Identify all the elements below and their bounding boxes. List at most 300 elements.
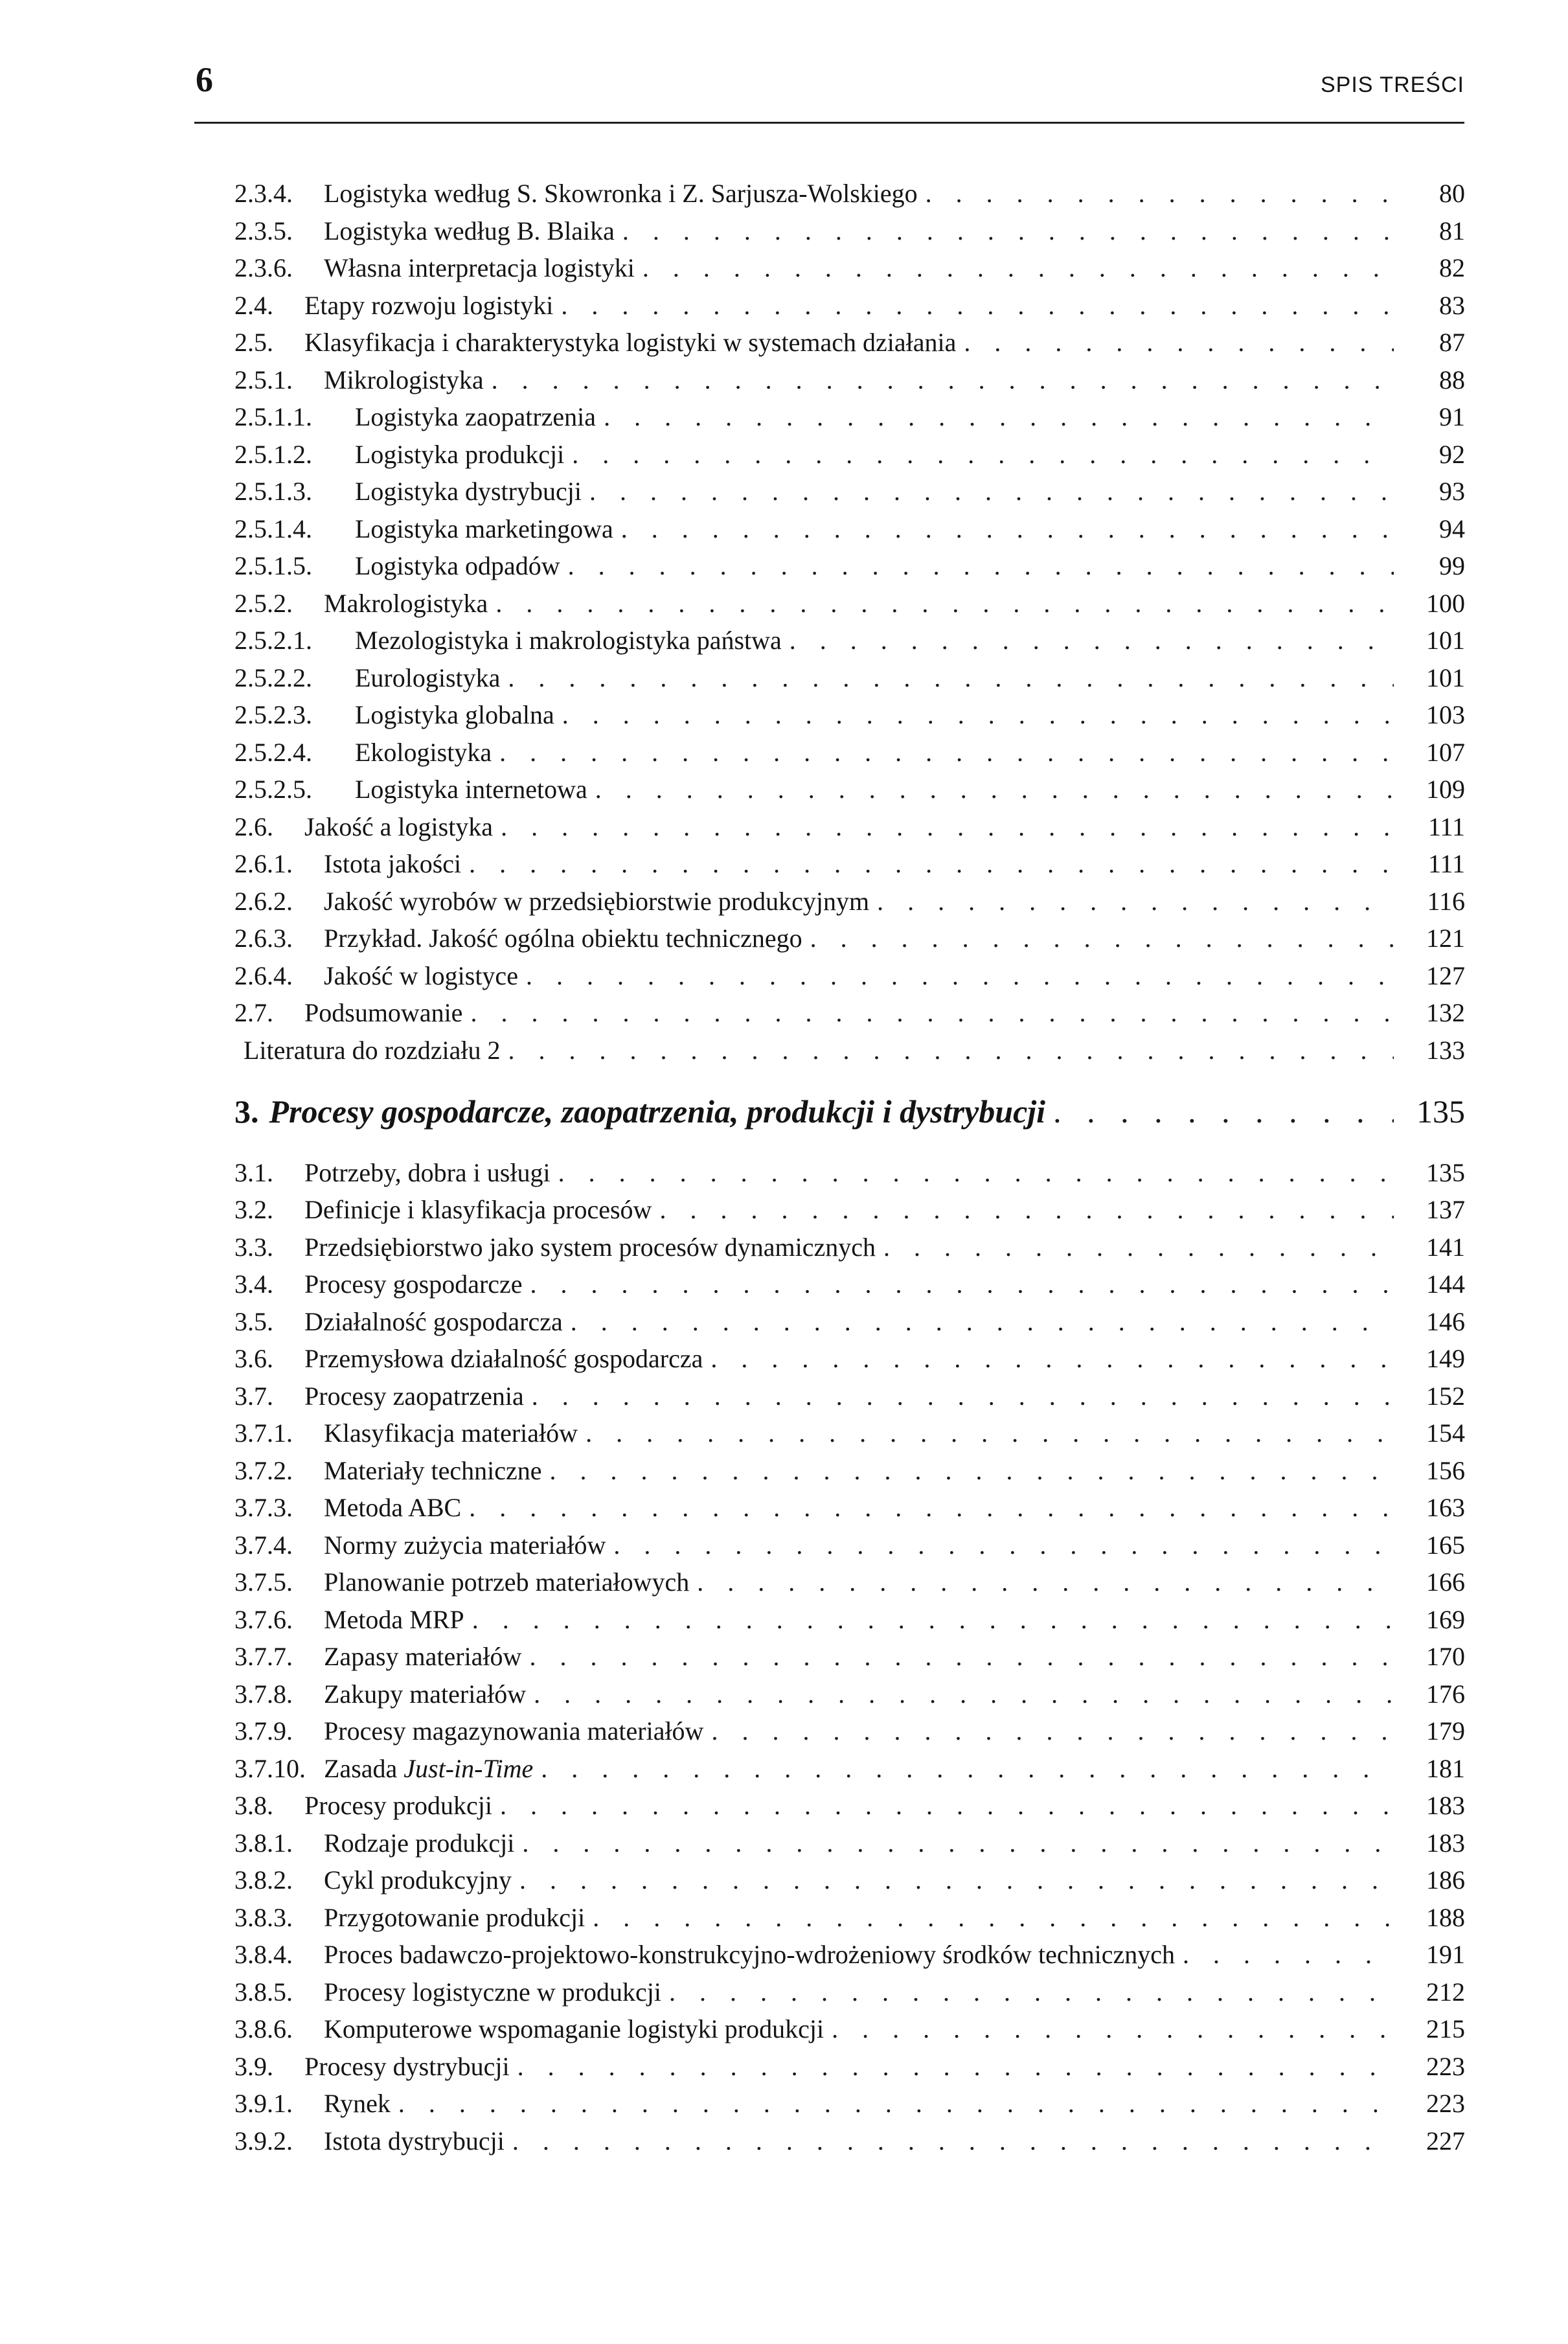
toc-entry-page-number: 183 <box>1426 1828 1465 1858</box>
toc-entry-number: 2.3.5. <box>234 216 293 245</box>
toc-entry-title <box>244 1032 500 1069</box>
toc-entry-title <box>304 1787 492 1825</box>
toc-entry-title <box>324 1564 689 1601</box>
toc-entry-title <box>324 1825 514 1862</box>
dot-leader <box>585 1415 1394 1452</box>
toc-entry-title <box>304 1229 876 1266</box>
toc-entry-page-number: 100 <box>1426 588 1465 618</box>
toc-entry <box>234 510 1465 548</box>
dot-leader <box>508 659 1394 697</box>
dot-leader <box>1183 1936 1394 1974</box>
dot-leader <box>472 1601 1394 1639</box>
toc-entry <box>234 212 1465 250</box>
toc-entry-title-text: Własna interpretacja logistyki <box>324 253 635 282</box>
toc-chapter-heading <box>234 1093 1465 1131</box>
toc-entry-page-number: 133 <box>1426 1035 1465 1065</box>
toc-entry-number: 2.5.2. <box>234 588 293 618</box>
toc-entry-title-text: Mezologistyka i makrologistyka państwa <box>355 626 782 655</box>
toc-entry-number: 2.5.2.2. <box>234 663 312 692</box>
dot-leader <box>501 808 1394 846</box>
toc-entry <box>234 1452 1465 1490</box>
dot-leader <box>571 1303 1394 1341</box>
toc-entry <box>234 622 1465 659</box>
toc-entry <box>234 1303 1465 1341</box>
toc-entry <box>234 1974 1465 2011</box>
dot-leader <box>926 175 1394 212</box>
toc-entry <box>234 771 1465 808</box>
toc-entry-number: 3.8.5. <box>234 1977 293 2007</box>
dot-leader <box>964 324 1394 361</box>
toc-entry-title <box>324 845 461 883</box>
toc-entry-page-number: 127 <box>1426 961 1465 990</box>
toc-entry <box>234 585 1465 622</box>
toc-entry-page-number: 111 <box>1427 812 1465 841</box>
toc-entry-number: 2.5.1. <box>234 365 293 394</box>
toc-entry-title-text: Procesy gospodarcze, zaopatrzenia, produkcji i dystrybucji <box>269 1093 1046 1130</box>
toc-entry <box>234 1415 1465 1452</box>
dot-leader <box>659 1191 1394 1229</box>
toc-entry-title-italic: Just-in-Time <box>403 1753 534 1783</box>
toc-entry-number: 3.8.4. <box>234 1940 293 1969</box>
toc-entry-number: 3.9.2. <box>234 2126 293 2156</box>
toc-entry-title-text: Komputerowe wspomaganie logistyki produkcji <box>324 2014 824 2043</box>
toc-entry-title-text: Logistyka według B. Blaika <box>324 216 615 245</box>
toc-entry-page-number: 88 <box>1439 365 1465 394</box>
toc-entry-title <box>355 622 782 659</box>
dot-leader <box>561 287 1394 324</box>
dot-leader <box>541 1750 1394 1788</box>
dot-leader <box>495 585 1394 622</box>
dot-leader <box>470 994 1394 1032</box>
toc-entry-page-number: 181 <box>1426 1753 1465 1783</box>
dot-leader <box>517 2048 1394 2086</box>
toc-entry-title <box>324 957 518 995</box>
dot-leader <box>604 398 1394 436</box>
toc-entry-number: 3.2. <box>234 1195 273 1224</box>
toc-entry-title-text: Klasyfikacja i charakterystyka logistyki w systemach działania <box>304 328 957 357</box>
table-of-contents <box>234 175 1465 2159</box>
dot-leader <box>519 1861 1394 1899</box>
toc-entry <box>234 2122 1465 2160</box>
toc-entry-number: 3.7.8. <box>234 1679 293 1709</box>
dot-leader <box>790 622 1394 659</box>
toc-entry-title-text: Procesy gospodarcze <box>304 1269 523 1299</box>
toc-entry-title <box>324 1601 464 1639</box>
toc-entry-page-number: 188 <box>1426 1902 1465 1932</box>
dot-leader <box>499 734 1394 771</box>
toc-entry <box>234 1936 1465 1974</box>
dot-leader <box>621 510 1394 548</box>
dot-leader <box>532 1378 1394 1415</box>
dot-leader <box>398 2085 1394 2122</box>
toc-entry-title <box>355 734 492 771</box>
toc-entry-number: 2.5.1.3. <box>234 477 312 506</box>
toc-entry-title <box>324 212 615 250</box>
toc-entry-number: 2.4. <box>234 290 273 320</box>
toc-entry-page-number: 132 <box>1426 998 1465 1027</box>
toc-entry-title <box>324 1974 661 2011</box>
toc-entry-title-text: Potrzeby, dobra i usługi <box>304 1157 551 1187</box>
toc-entry-title <box>324 2085 391 2122</box>
toc-entry-title-text: Logistyka dystrybucji <box>355 477 582 506</box>
dot-leader <box>622 212 1394 250</box>
toc-entry <box>234 1861 1465 1899</box>
dot-leader <box>877 883 1394 920</box>
toc-entry <box>234 1564 1465 1601</box>
toc-entry-title-text: Literatura do rozdziału 2 <box>244 1035 501 1065</box>
toc-entry-title-text: Podsumowanie <box>304 998 463 1027</box>
toc-entry-title <box>324 361 484 399</box>
toc-entry-number: 2.6.1. <box>234 849 293 878</box>
dot-leader <box>469 1489 1394 1527</box>
toc-entry <box>234 398 1465 436</box>
toc-entry-number: 2.5.1.5. <box>234 551 312 580</box>
toc-entry <box>234 1154 1465 1192</box>
toc-entry-page-number: 81 <box>1439 216 1465 245</box>
toc-entry <box>234 1712 1465 1750</box>
toc-entry-title <box>324 1415 578 1452</box>
toc-entry <box>234 436 1465 473</box>
toc-entry-page-number: 144 <box>1426 1269 1465 1299</box>
toc-entry <box>234 1899 1465 1937</box>
toc-entry-number: 2.5.1.4. <box>234 514 312 543</box>
toc-entry-title <box>355 510 613 548</box>
toc-entry-number: 3.7.2. <box>234 1455 293 1485</box>
toc-entry-page-number: 163 <box>1426 1493 1465 1522</box>
toc-entry <box>234 2048 1465 2086</box>
toc-entry-title-text: Metoda MRP <box>324 1604 464 1634</box>
toc-entry-page-number: 83 <box>1439 290 1465 320</box>
toc-entry-title <box>304 324 956 361</box>
toc-entry <box>234 1676 1465 1713</box>
toc-entry-page-number: 223 <box>1426 2051 1465 2081</box>
toc-entry <box>234 1750 1465 1788</box>
toc-entry-number: 2.5.2.5. <box>234 775 312 804</box>
toc-entry <box>234 1032 1465 1069</box>
toc-entry-title-text: Przemysłowa działalność gospodarcza <box>304 1344 703 1373</box>
toc-entry-title-text: Logistyka marketingowa <box>355 514 613 543</box>
toc-entry-title-text: Mikrologistyka <box>324 365 484 394</box>
toc-entry-title <box>324 1638 521 1676</box>
toc-entry-title-text: Działalność gospodarcza <box>304 1306 563 1336</box>
toc-entry-number: 2.3.4. <box>234 179 293 208</box>
toc-entry-title-text: Przygotowanie produkcji <box>324 1902 585 1932</box>
toc-entry-number: 2.7. <box>234 998 273 1027</box>
toc-entry-page-number: 170 <box>1426 1642 1465 1671</box>
toc-entry-title <box>355 771 587 808</box>
dot-leader <box>562 696 1394 734</box>
toc-entry-number: 2.5.2.3. <box>234 700 312 729</box>
toc-entry-number: 3.8.2. <box>234 1865 293 1895</box>
toc-entry-number: 3.7.5. <box>234 1567 293 1597</box>
toc-entry-title <box>269 1093 1046 1131</box>
toc-entry-title <box>304 1340 703 1378</box>
toc-entry-page-number: 94 <box>1439 514 1465 543</box>
toc-entry-title <box>304 2048 510 2086</box>
toc-entry-number: 3.7.10. <box>234 1753 306 1783</box>
toc-entry-title <box>324 249 635 287</box>
toc-entry-page-number: 103 <box>1426 700 1465 729</box>
dot-leader <box>469 845 1394 883</box>
toc-entry-title-text: Istota dystrybucji <box>324 2126 505 2156</box>
toc-entry-number: 3.7.9. <box>234 1716 293 1746</box>
toc-entry-page-number: 121 <box>1426 924 1465 953</box>
dot-leader <box>549 1452 1394 1490</box>
toc-entry-page-number: 135 <box>1426 1157 1465 1187</box>
dot-leader <box>613 1527 1394 1564</box>
dot-leader <box>669 1974 1394 2011</box>
toc-entry-title-text: Jakość a logistyka <box>304 812 494 841</box>
toc-entry-page-number: 183 <box>1426 1791 1465 1820</box>
toc-entry-title <box>324 1936 1175 1974</box>
toc-entry <box>234 249 1465 287</box>
toc-entry <box>234 175 1465 212</box>
toc-entry-title-text: Procesy dystrybucji <box>304 2051 510 2081</box>
toc-entry-title <box>304 1266 523 1303</box>
toc-entry-page-number: 152 <box>1426 1381 1465 1411</box>
toc-entry-title-text: Definicje i klasyfikacja procesów <box>304 1195 652 1224</box>
toc-entry-title-text: Zasada <box>324 1753 404 1783</box>
dot-leader <box>530 1266 1394 1303</box>
toc-entry <box>234 1340 1465 1378</box>
toc-entry-number: 2.5.1.1. <box>234 402 312 431</box>
toc-entry-title-text: Procesy zaopatrzenia <box>304 1381 524 1411</box>
toc-entry-page-number: 92 <box>1439 439 1465 469</box>
toc-entry-page-number: 87 <box>1439 328 1465 357</box>
toc-entry-page-number: 101 <box>1426 663 1465 692</box>
toc-entry-number: 2.6.3. <box>234 924 293 953</box>
toc-entry-title <box>324 1750 533 1788</box>
toc-entry-title-text: Klasyfikacja materiałów <box>324 1418 578 1448</box>
toc-entry-title-text: Etapy rozwoju logistyki <box>304 290 554 320</box>
toc-entry-number: 3.7.6. <box>234 1604 293 1634</box>
dot-leader <box>534 1676 1394 1713</box>
toc-entry <box>234 547 1465 585</box>
toc-entry <box>234 994 1465 1032</box>
toc-entry <box>234 734 1465 771</box>
dot-leader <box>572 436 1394 473</box>
toc-entry-page-number: 215 <box>1426 2014 1465 2043</box>
toc-entry-title <box>324 1676 526 1713</box>
toc-entry-title-text: Ekologistyka <box>355 737 492 767</box>
toc-entry-number: 3.8. <box>234 1791 273 1820</box>
toc-entry-title-text: Istota jakości <box>324 849 462 878</box>
toc-entry-page-number: 80 <box>1439 179 1465 208</box>
toc-entry-number: 3.7.1. <box>234 1418 293 1448</box>
toc-entry-page-number: 191 <box>1426 1940 1465 1969</box>
toc-entry <box>234 1638 1465 1676</box>
toc-entry <box>234 920 1465 957</box>
dot-leader <box>883 1229 1394 1266</box>
toc-entry-title-text: Rynek <box>324 2089 391 2118</box>
page-number: 6 <box>196 60 213 99</box>
toc-entry-page-number: 146 <box>1426 1306 1465 1336</box>
toc-entry-page-number: 223 <box>1426 2089 1465 2118</box>
toc-entry-title <box>324 883 869 920</box>
toc-entry-page-number: 176 <box>1426 1679 1465 1709</box>
toc-entry-page-number: 82 <box>1439 253 1465 282</box>
toc-entry-title-text: Cykl produkcyjny <box>324 1865 512 1895</box>
toc-entry-title <box>324 1861 512 1899</box>
toc-entry-title <box>324 2010 824 2048</box>
toc-entry-number: 2.5. <box>234 328 273 357</box>
running-head: SPIS TREŚCI <box>1321 73 1464 97</box>
toc-entry-title <box>304 1191 652 1229</box>
toc-entry-title-text: Planowanie potrzeb materiałowych <box>324 1567 690 1597</box>
toc-entry-page-number: 135 <box>1416 1093 1465 1130</box>
toc-entry <box>234 1266 1465 1303</box>
toc-entry <box>234 324 1465 361</box>
toc-entry-title-text: Makrologistyka <box>324 588 488 618</box>
toc-entry-title-text: Logistyka produkcji <box>355 439 565 469</box>
toc-entry-page-number: 93 <box>1439 477 1465 506</box>
toc-entry-title <box>324 1527 606 1564</box>
toc-entry-title-text: Rodzaje produkcji <box>324 1828 515 1858</box>
toc-entry <box>234 1191 1465 1229</box>
toc-entry-title <box>324 1452 541 1490</box>
toc-entry-number: 2.5.2.1. <box>234 626 312 655</box>
toc-entry-title <box>304 1378 524 1415</box>
toc-entry-title <box>355 696 554 734</box>
dot-leader <box>512 2122 1394 2160</box>
toc-entry-page-number: 154 <box>1426 1418 1465 1448</box>
toc-entry-number: 3.7.7. <box>234 1642 293 1671</box>
toc-entry-page-number: 99 <box>1439 551 1465 580</box>
toc-entry-number: 3.6. <box>234 1344 273 1373</box>
toc-entry-title <box>324 1899 585 1937</box>
toc-entry-number: 3.7. <box>234 1381 273 1411</box>
dot-leader <box>810 920 1394 957</box>
toc-entry-page-number: 91 <box>1439 402 1465 431</box>
toc-entry-title-text: Eurologistyka <box>355 663 501 692</box>
dot-leader <box>529 1638 1394 1676</box>
toc-entry-page-number: 212 <box>1426 1977 1465 2007</box>
toc-entry-page-number: 166 <box>1426 1567 1465 1597</box>
toc-entry <box>234 1489 1465 1527</box>
toc-entry-title-text: Materiały techniczne <box>324 1455 542 1485</box>
toc-entry-title-text: Jakość wyrobów w przedsiębiorstwie produkcyjnym <box>324 886 870 916</box>
toc-entry-title <box>355 473 582 510</box>
toc-entry-title-text: Logistyka odpadów <box>355 551 560 580</box>
toc-entry-number: 3.1. <box>234 1157 273 1187</box>
toc-entry-title <box>304 1303 563 1341</box>
toc-entry-page-number: 141 <box>1426 1232 1465 1262</box>
dot-leader <box>710 1340 1394 1378</box>
toc-entry-number: 2.6.2. <box>234 886 293 916</box>
toc-entry-number: 3.8.6. <box>234 2014 293 2043</box>
toc-entry-title-text: Jakość w logistyce <box>324 961 518 990</box>
toc-entry-title-text: Przedsiębiorstwo jako system procesów dynamicznych <box>304 1232 876 1262</box>
toc-entry-number: 3.7.3. <box>234 1493 293 1522</box>
toc-entry-title-text: Procesy magazynowania materiałów <box>324 1716 704 1746</box>
toc-entry-page-number: 111 <box>1427 849 1465 878</box>
toc-entry-number: 3.3. <box>234 1232 273 1262</box>
toc-entry-title-text: Zapasy materiałów <box>324 1642 522 1671</box>
dot-leader <box>522 1825 1394 1862</box>
toc-entry-number: 3.9.1. <box>234 2089 293 2118</box>
toc-entry-page-number: 165 <box>1426 1530 1465 1560</box>
toc-entry-page-number: 186 <box>1426 1865 1465 1895</box>
dot-leader <box>492 361 1394 399</box>
toc-entry-number: 3.7.4. <box>234 1530 293 1560</box>
toc-entry-number: 3.4. <box>234 1269 273 1299</box>
toc-entry <box>234 473 1465 510</box>
toc-entry-title <box>304 287 553 324</box>
toc-entry-title-text: Procesy produkcji <box>304 1791 492 1820</box>
dot-leader <box>526 957 1394 995</box>
toc-entry-title <box>304 808 493 846</box>
toc-entry-number: 2.6.4. <box>234 961 293 990</box>
dot-leader <box>697 1564 1394 1601</box>
toc-entry-title <box>324 585 488 622</box>
toc-entry-number: 2.5.1.2. <box>234 439 312 469</box>
toc-entry-page-number: 149 <box>1426 1344 1465 1373</box>
toc-entry-title-text: Logistyka globalna <box>355 700 554 729</box>
toc-entry <box>234 1825 1465 1862</box>
dot-leader <box>558 1154 1394 1192</box>
toc-entry-page-number: 101 <box>1426 626 1465 655</box>
toc-entry <box>234 957 1465 995</box>
toc-entry-title-text: Logistyka zaopatrzenia <box>355 402 597 431</box>
toc-entry <box>234 361 1465 399</box>
toc-entry-page-number: 227 <box>1426 2126 1465 2156</box>
dot-leader <box>589 473 1394 510</box>
dot-leader <box>568 547 1394 585</box>
toc-entry-title-text: Normy zużycia materiałów <box>324 1530 606 1560</box>
toc-entry <box>234 1601 1465 1639</box>
toc-entry <box>234 1527 1465 1564</box>
toc-entry-title-text: Przykład. Jakość ogólna obiektu technicznego <box>324 924 802 953</box>
toc-entry <box>234 659 1465 697</box>
toc-entry <box>234 1787 1465 1825</box>
dot-leader <box>593 1899 1394 1937</box>
toc-entry <box>234 1378 1465 1415</box>
dot-leader <box>711 1712 1394 1750</box>
toc-entry-title-text: Metoda ABC <box>324 1493 462 1522</box>
toc-entry <box>234 2085 1465 2122</box>
toc-entry-title <box>324 175 918 212</box>
toc-entry-number: 3. <box>234 1093 259 1130</box>
dot-leader <box>832 2010 1394 2048</box>
toc-entry-title <box>324 1489 461 1527</box>
dot-leader <box>642 249 1394 287</box>
toc-entry-title <box>324 920 802 957</box>
dot-leader <box>500 1787 1394 1825</box>
toc-entry <box>234 883 1465 920</box>
toc-entry-title <box>355 659 500 697</box>
toc-entry-page-number: 107 <box>1426 737 1465 767</box>
toc-entry-number: 3.8.1. <box>234 1828 293 1858</box>
dot-leader <box>1053 1093 1394 1131</box>
toc-entry-title <box>324 2122 505 2160</box>
toc-entry-page-number: 116 <box>1427 886 1465 916</box>
toc-entry-title-text: Zakupy materiałów <box>324 1679 527 1709</box>
toc-entry-title-text: Proces badawczo-projektowo-konstrukcyjno-wdrożeniowy środków technicznych <box>324 1940 1176 1969</box>
toc-entry-title-text: Logistyka internetowa <box>355 775 587 804</box>
toc-entry-title <box>355 398 596 436</box>
toc-entry-page-number: 137 <box>1426 1195 1465 1224</box>
toc-entry-number: 3.5. <box>234 1306 273 1336</box>
toc-entry <box>234 696 1465 734</box>
toc-entry-number: 3.8.3. <box>234 1902 293 1932</box>
toc-entry-number: 2.6. <box>234 812 273 841</box>
toc-entry-title-text: Procesy logistyczne w produkcji <box>324 1977 661 2007</box>
toc-entry <box>234 287 1465 324</box>
toc-entry <box>234 1229 1465 1266</box>
toc-entry-page-number: 169 <box>1426 1604 1465 1634</box>
toc-entry-page-number: 179 <box>1426 1716 1465 1746</box>
toc-entry-number: 2.3.6. <box>234 253 293 282</box>
